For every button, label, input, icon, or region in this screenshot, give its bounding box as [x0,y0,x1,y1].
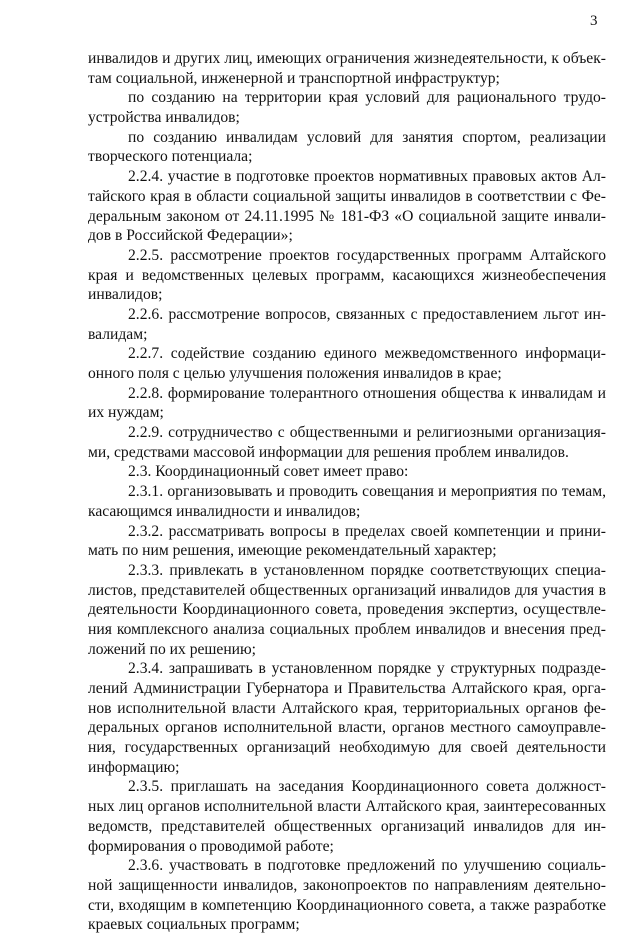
text-line: ведомств, представителей общественных организаций инвалидов для ин- [88,817,606,835]
text-line: валидам; [88,325,148,343]
text-line: ложений по их решению; [88,640,257,658]
text-line: сти, входящим в компетенцию Координационного совета, а также разработке [88,896,606,914]
text-line: 2.3.1. организовывать и проводить совещания и мероприятия по темам, [128,483,606,501]
text-line: их нуждам; [88,404,164,422]
text-line: инвалидов и других лиц, имеющих ограничения жизнедеятельности, к объек- [88,50,606,67]
document-body [88,49,606,935]
text-line: ных лиц органов исполнительной власти Алтайского края, заинтересованных [88,798,606,816]
text-line: листов, представителей общественных организаций инвалидов для участия в [88,581,606,599]
text-line: 2.3.2. рассматривать вопросы в пределах своей компетенции и прини- [128,522,606,540]
text-line: деральным законом от 24.11.1995 № 181-ФЗ «О социальной защите инвали- [88,207,606,225]
text-line: 2.3.4. запрашивать в установленном порядке у структурных подразде- [128,660,606,678]
text-line: ния комплексного анализа социальных проблем инвалидов и внесения пред- [88,620,606,638]
text-line: 2.3.5. приглашать на заседания Координационного совета должност- [128,778,606,796]
text-line: мать по ним решения, имеющие рекомендательный характер; [88,542,497,560]
text-line: 2.3.6. участвовать в подготовке предложений по улучшению социаль- [128,857,606,875]
text-line: 2.2.4. участие в подготовке проектов нормативных правовых актов Ал- [128,168,606,186]
text-line: нов исполнительной власти Алтайского края, территориальных органов фе- [88,699,606,717]
text-line: 2.3. Координационный совет имеет право: [128,463,409,481]
text-line: творческого потенциала; [88,148,253,166]
page-number: 3 [590,13,598,29]
text-line: краевых социальных программ; [88,916,300,934]
text-line: 2.2.8. формирование толерантного отношения общества к инвалидам и [128,384,606,402]
text-line: деятельности Координационного совета, проведения экспертиз, осуществле- [88,601,606,619]
text-line: края и ведомственных целевых программ, касающихся жизнеобеспечения [88,266,606,284]
text-line: по созданию инвалидам условий для занятия спортом, реализации [128,128,606,146]
text-line: там социальной, инженерной и транспортной инфраструктур; [88,69,500,87]
text-line: 2.2.6. рассмотрение вопросов, связанных с предоставлением льгот ин- [128,305,606,323]
text-line: 2.3.3. привлекать в установленном порядке соответствующих специа- [128,561,606,579]
text-line: по созданию на территории края условий для рационального трудо- [128,89,606,107]
text-line: лений Администрации Губернатора и Правительства Алтайского края, орга- [88,680,606,697]
text-line: 2.2.5. рассмотрение проектов государственных программ Алтайского [128,246,606,264]
text-line: онного поля с целью улучшения положения инвалидов в крае; [88,365,502,382]
text-line: 2.2.9. сотрудничество с общественными и религиозными организация- [128,424,606,442]
text-line: устройства инвалидов; [88,109,240,127]
text-line: ния, государственных организаций необходимую для своей деятельности [88,739,606,757]
text-line: ной защищенности инвалидов, законопроектов по направлениям деятельно- [88,876,606,894]
text-line: касающимся инвалидности и инвалидов; [88,502,361,520]
text-line: деральных органов исполнительной власти, органов местного самоуправле- [88,719,606,737]
text-line: инвалидов; [88,286,163,304]
text-line: 2.2.7. содействие созданию единого межведомственного информаци- [128,345,606,363]
text-line: формирования о проводимой работе; [88,837,334,855]
text-line: дов в Российской Федерации»; [88,227,293,245]
text-line: тайского края в области социальной защиты инвалидов в соответствии с Фе- [88,187,606,205]
text-line: ми, средствами массовой информации для решения проблем инвалидов. [88,443,569,461]
text-line: информацию; [88,758,180,776]
